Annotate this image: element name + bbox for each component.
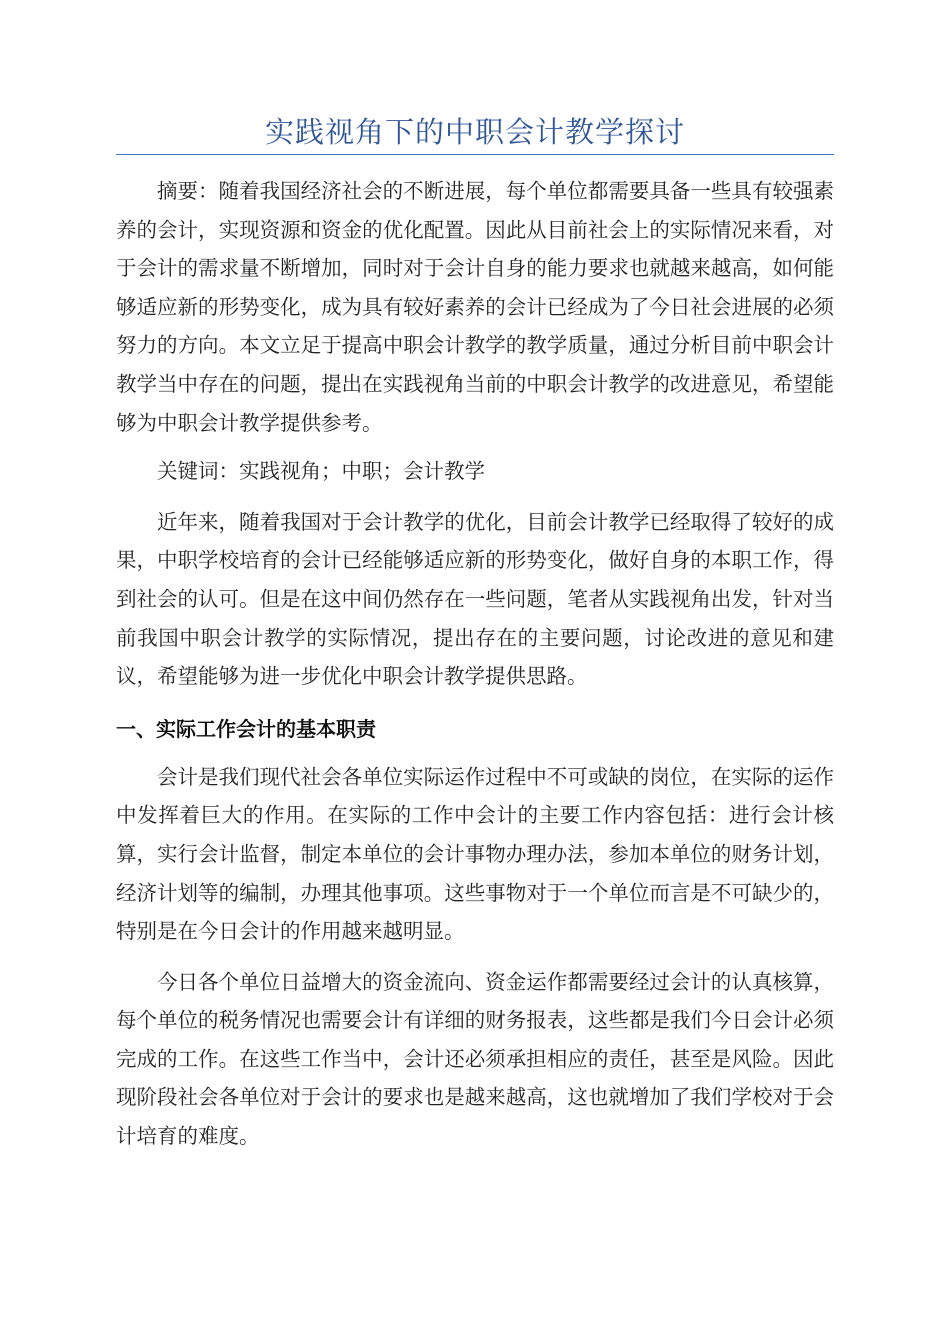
- document-body: [116, 172, 834, 1156]
- title-underline: [116, 154, 834, 155]
- keywords-paragraph: 关键词：实践视角；中职；会计教学: [157, 459, 485, 484]
- document-title: 实践视角下的中职会计教学探讨: [264, 115, 685, 149]
- section-heading: 一、实际工作会计的基本职责: [116, 716, 376, 741]
- abstract-paragraph: 摘要：随着我国经济社会的不断进展，每个单位都需要具备一些具有较强素养的会计，实现资源和资金的优化配置。因此从目前社会上的实际情况来看，对于会计的需求量不断增加，同时对于会计自身的能力要求也就越来越高，如何能够适应新的形势变化，成为具有较好素养的会计已经成为了今日社会进展的必须努力的方向。本文立足于提高中职会计教学的教学质量，通过分析目前中职会计教学当中存在的问题，提出在实践视角当前的中职会计教学的改进意见，希望能够为中职会计教学提供参考。: [116, 179, 834, 435]
- intro-paragraph: 近年来，随着我国对于会计教学的优化，目前会计教学已经取得了较好的成果，中职学校培育的会计已经能够适应新的形势变化，做好自身的本职工作，得到社会的认可。但是在这中间仍然存在一些问题，笔者从实践视角出发，针对当前我国中职会计教学的实际情况，提出存在的主要问题，讨论改进的意见和建议，希望能够为进一步优化中职会计教学提供思路。: [116, 509, 834, 689]
- section-paragraph-2: 今日各个单位日益增大的资金流向、资金运作都需要经过会计的认真核算，每个单位的税务情况也需要会计有详细的财务报表，这些都是我们今日会计必须完成的工作。在这些工作当中，会计还必须承担相应的责任，甚至是风险。因此现阶段社会各单位对于会计的要求也是越来越高，这也就增加了我们学校对于会计培育的难度。: [116, 969, 834, 1149]
- section-paragraph-1: 会计是我们现代社会各单位实际运作过程中不可或缺的岗位，在实际的运作中发挥着巨大的作用。在实际的工作中会计的主要工作内容包括：进行会计核算，实行会计监督，制定本单位的会计事物办理办法，参加本单位的财务计划，经济计划等的编制，办理其他事项。这些事物对于一个单位而言是不可缺少的，特别是在今日会计的作用越来越明显。: [116, 764, 834, 944]
